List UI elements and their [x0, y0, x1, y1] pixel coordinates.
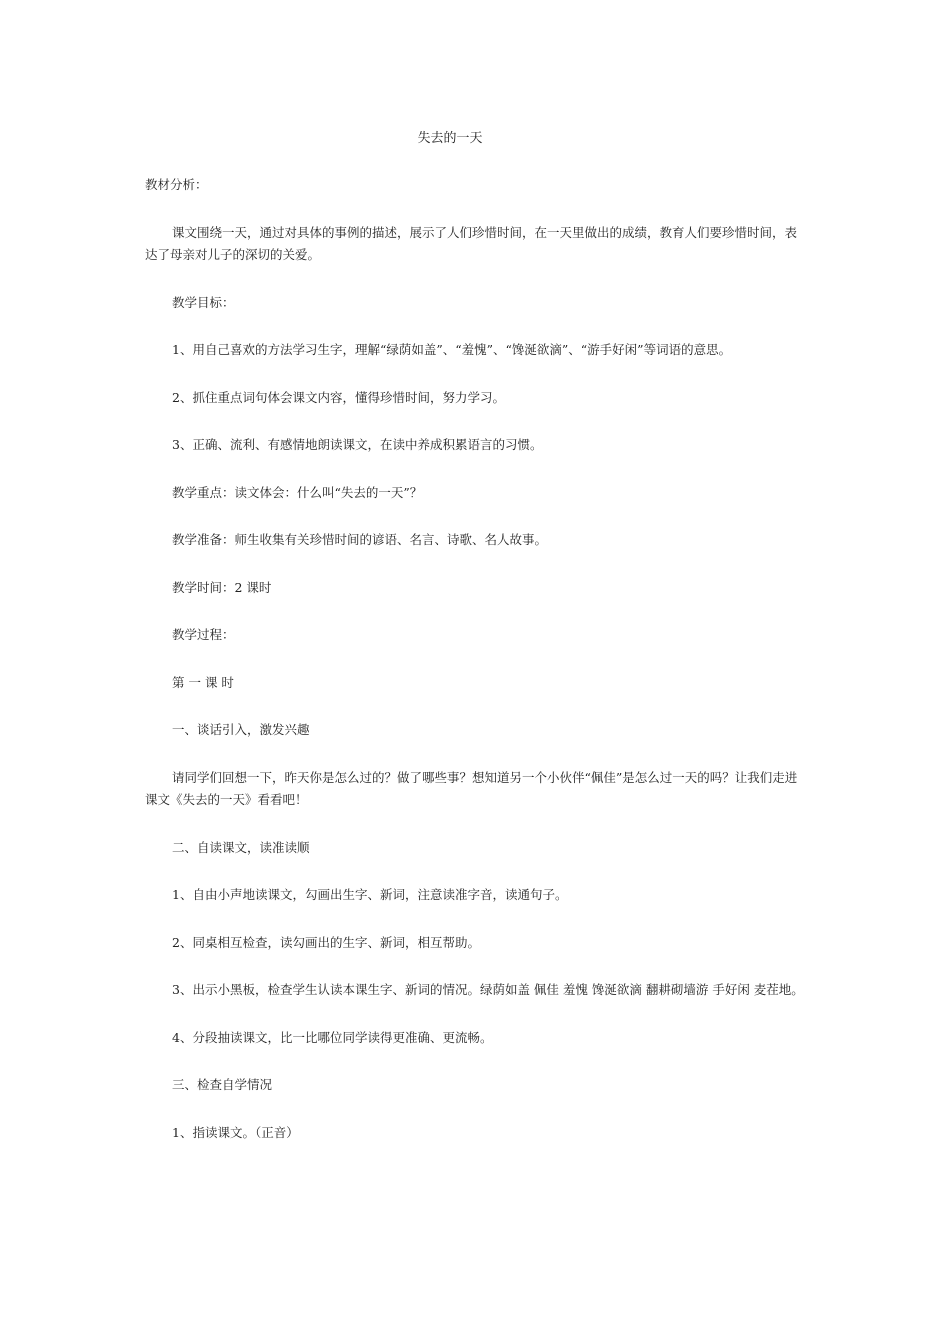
paragraph: 1、用自己喜欢的方法学习生字，理解“绿荫如盖”、“羞愧”、“馋涎欲滴”、“游手好闲”等词语的意思。 — [172, 342, 732, 357]
paragraph: 请同学们回想一下，昨天你是怎么过的？做了哪些事？想知道另一个小伙伴“佩佳”是怎么过一天的吗？让我们走进课文《失去的一天》看看吧！ — [145, 769, 798, 807]
paragraph: 1、自由小声地读课文，勾画出生字、新词，注意读准字音，读通句子。 — [172, 887, 568, 902]
paragraph: 三、检查自学情况 — [172, 1077, 273, 1092]
paragraph: 第 一 课 时 — [172, 674, 234, 690]
paragraph: 一、谈话引入，激发兴趣 — [172, 722, 310, 737]
paragraph: 2、同桌相互检查，读勾画出的生字、新词，相互帮助。 — [172, 934, 480, 950]
paragraph: 教学过程： — [172, 627, 235, 642]
paragraph: 教学重点：读文体会：什么叫“失去的一天”？ — [172, 484, 423, 500]
paragraph: 教材分析： — [145, 177, 208, 192]
paragraph: 课文围绕一天，通过对具体的事例的描述，展示了人们珍惜时间，在一天里做出的成绩，教育人们要珍惜时间，表达了母亲对儿子的深切的关爱。 — [145, 224, 798, 262]
paragraph: 二、自读课文，读准读顺 — [172, 839, 310, 855]
paragraph: 3、出示小黑板，检查学生认读本课生字、新词的情况。绿荫如盖 佩佳 羞愧 馋涎欲滴 翻耕砌墙游 手好闲 麦茬地。 — [172, 982, 804, 997]
paragraph: 3、正确、流利、有感情地朗读课文，在读中养成积累语言的习惯。 — [172, 437, 543, 452]
paragraph: 4、分段抽读课文，比一比哪位同学读得更准确、更流畅。 — [172, 1029, 493, 1045]
paragraph: 教学目标： — [172, 294, 235, 310]
paragraph: 1、指读课文。（正音） — [172, 1124, 299, 1140]
paragraph: 教学时间：2 课时 — [172, 579, 272, 595]
paragraph: 2、抓住重点词句体会课文内容，懂得珍惜时间，努力学习。 — [172, 389, 505, 405]
document-title: 失去的一天 — [417, 131, 483, 146]
paragraph: 教学准备：师生收集有关珍惜时间的谚语、名言、诗歌、名人故事。 — [172, 532, 548, 547]
document-body — [145, 174, 807, 1169]
